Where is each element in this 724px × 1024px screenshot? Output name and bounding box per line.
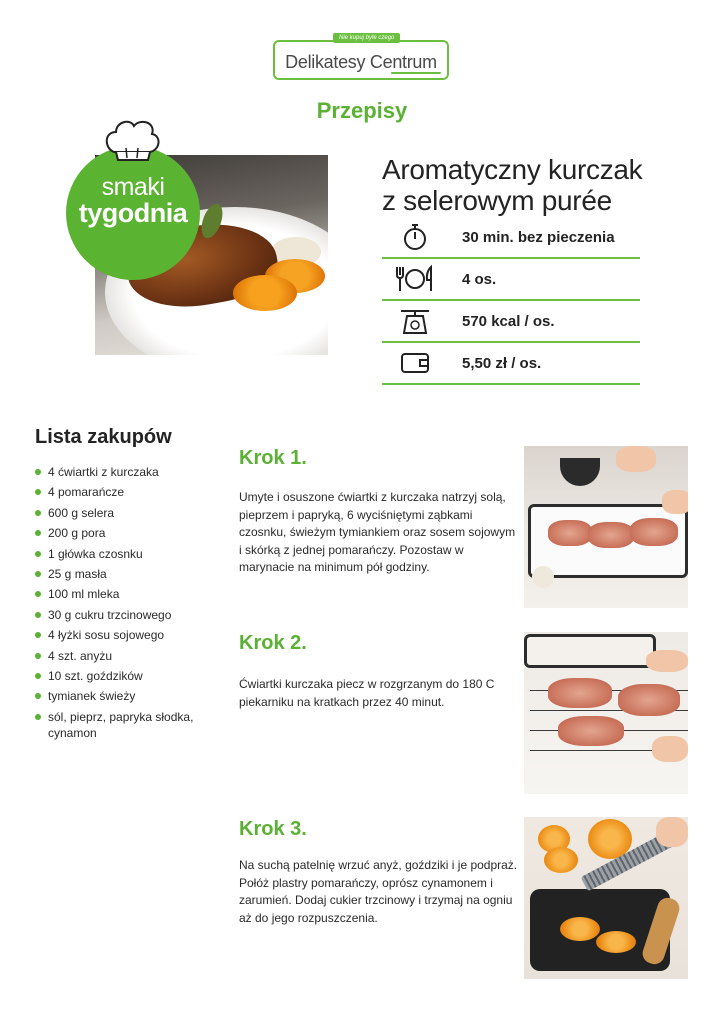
list-item: 25 g masła <box>35 566 235 582</box>
list-item: 600 g selera <box>35 505 235 521</box>
info-price-text: 5,50 zł / os. <box>462 354 542 372</box>
chicken-quarter <box>548 678 612 708</box>
info-servings-text: 4 os. <box>462 270 497 288</box>
brand-logo[interactable] <box>273 35 449 80</box>
recipe-title-line2: z selerowym purée <box>382 185 612 216</box>
orange-slice <box>233 275 297 311</box>
step-1-title: Krok 1. <box>239 447 307 469</box>
step-2-text: Ćwiartki kurczaka piecz w rozgrzanym do 180 C piekarniku na kratkach przez 40 minut. <box>239 677 495 709</box>
info-time-text: 30 min. bez pieczenia <box>462 228 615 246</box>
badge-line2: tygodnia <box>78 198 188 228</box>
shopping-list <box>35 464 235 745</box>
list-item: 4 łyżki sosu sojowego <box>35 627 235 643</box>
step-3-text: Na suchą patelnię wrzuć anyż, goździki i je podpraż. Połóż plastry pomarańczy, oprósz cynamonem i zarumień. Dodaj cukier trzcinowy i trzymaj na ogniu aż do jego rozpuszczenia. <box>239 858 518 925</box>
marinated-chicken <box>630 518 678 546</box>
marinated-chicken <box>548 520 592 546</box>
step-2-title: Krok 2. <box>239 632 307 654</box>
logo-underline <box>391 72 441 74</box>
hand <box>656 817 688 847</box>
logo-tagline: Nie kupuj byle czego <box>333 33 400 43</box>
step-2-photo <box>524 632 688 794</box>
list-item: 4 pomarańcze <box>35 484 235 500</box>
badge-line1: smaki <box>101 173 165 201</box>
chicken-quarter <box>558 716 624 746</box>
step-1-text: Umyte i osuszone ćwiartki z kurczaka natrzyj solą, pieprzem i papryką, 6 wyciśniętymi ząbkami czosnku, świeżym tymiankiem oraz sosem sojowym i skórką z jednej pomarańczy. Pozostaw w marynacie na minimum pół godziny. <box>239 490 516 574</box>
cutlery-icon <box>390 263 440 295</box>
list-item: sól, pieprz, papryka słodka, cynamon <box>35 709 235 741</box>
info-time <box>382 216 640 258</box>
mortar <box>560 458 600 486</box>
section-title: Przepisy <box>316 98 408 123</box>
chicken-quarter <box>618 684 680 716</box>
recipe-title <box>382 154 702 216</box>
info-servings <box>382 258 640 300</box>
hand <box>662 490 688 514</box>
garlic <box>532 566 554 588</box>
hand <box>616 446 656 472</box>
list-item: 1 główka czosnku <box>35 546 235 562</box>
marinated-chicken <box>588 522 634 548</box>
step-3-title: Krok 3. <box>239 818 307 840</box>
scale-icon <box>390 305 440 337</box>
orange-slice <box>560 917 600 941</box>
wallet-icon <box>390 347 440 379</box>
chef-hat-icon <box>100 118 164 162</box>
baking-dish <box>524 634 656 668</box>
logo-text: Delikatesy Centrum <box>285 52 437 72</box>
step-3-photo <box>524 817 688 979</box>
shopping-list-title: Lista zakupów <box>35 426 172 448</box>
orange-slice <box>544 847 578 873</box>
step-1-photo <box>524 446 688 608</box>
list-item: 4 szt. anyżu <box>35 648 235 664</box>
list-item: 100 ml mleka <box>35 586 235 602</box>
list-item: 200 g pora <box>35 525 235 541</box>
divider <box>382 383 640 385</box>
list-item: 4 ćwiartki z kurczaka <box>35 464 235 480</box>
hand <box>646 650 688 672</box>
hand <box>652 736 688 762</box>
list-item: tymianek świeży <box>35 688 235 704</box>
info-calories <box>382 300 640 342</box>
info-calories-text: 570 kcal / os. <box>462 312 555 330</box>
recipe-title-line1: Aromatyczny kurczak <box>382 154 643 185</box>
list-item: 30 g cukru trzcinowego <box>35 607 235 623</box>
orange-slice <box>596 931 636 953</box>
info-price <box>382 342 640 384</box>
stopwatch-icon <box>390 221 440 253</box>
list-item: 10 szt. goździków <box>35 668 235 684</box>
